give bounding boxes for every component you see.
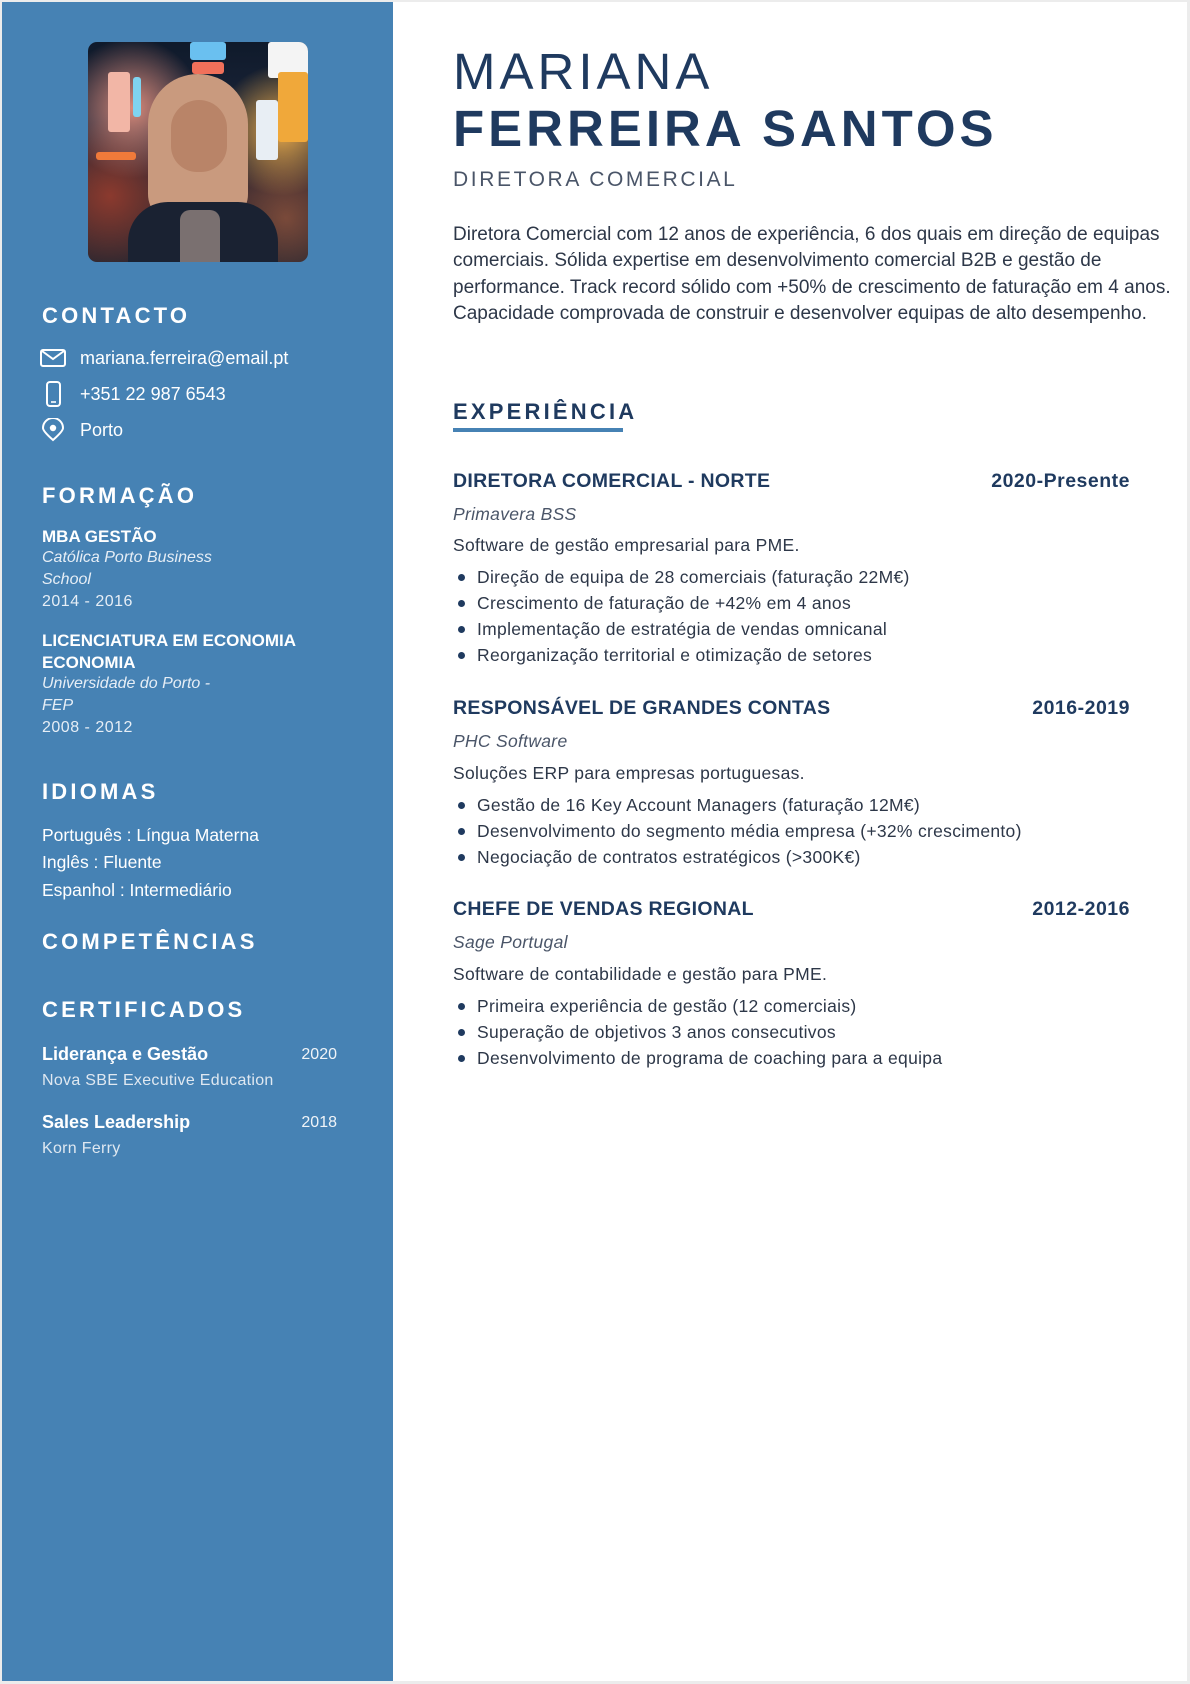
language-item: Português : Língua Materna: [42, 825, 259, 845]
job-company: Sage Portugal: [453, 932, 568, 952]
education-degree: ECONOMIA: [42, 653, 136, 672]
job-dates: 2016-2019: [1032, 697, 1130, 719]
list-item: Reorganização territorial e otimização de setores: [453, 642, 910, 668]
education-school: Universidade do Porto -: [42, 675, 211, 692]
list-item: Gestão de 16 Key Account Managers (faturação 12M€): [453, 792, 1022, 818]
list-item: Implementação de estratégia de vendas omnicanal: [453, 616, 910, 642]
education-school: Católica Porto Business: [42, 549, 212, 566]
phone-icon: [40, 382, 68, 406]
education-degree: MBA GESTÃO: [42, 527, 157, 546]
contact-location: [40, 418, 123, 442]
job-description: Software de gestão empresarial para PME.: [453, 535, 800, 555]
list-item: Desenvolvimento do segmento média empresa (+32% crescimento): [453, 818, 1022, 844]
job-bullets: [453, 564, 910, 668]
contact-heading: CONTACTO: [42, 303, 191, 328]
job-company: Primavera BSS: [453, 504, 577, 524]
resume-page: [2, 2, 1187, 1681]
job-dates: 2020-Presente: [991, 470, 1130, 492]
experience-heading: EXPERIÊNCIA: [453, 399, 638, 424]
education-school: School: [42, 571, 91, 588]
certificate-issuer: Nova SBE Executive Education: [42, 1072, 274, 1089]
certificate-issuer: Korn Ferry: [42, 1140, 121, 1157]
list-item: Desenvolvimento de programa de coaching para a equipa: [453, 1045, 942, 1071]
job-title: DIRETORA COMERCIAL: [453, 168, 738, 191]
mail-icon: [40, 346, 68, 370]
job-description: Soluções ERP para empresas portuguesas.: [453, 763, 805, 783]
education-school: FEP: [42, 697, 74, 714]
job-description: Software de contabilidade e gestão para PME.: [453, 964, 828, 984]
profile-photo: [88, 42, 308, 262]
education-heading: FORMAÇÃO: [42, 483, 198, 508]
language-item: Espanhol : Intermediário: [42, 880, 232, 900]
contact-email[interactable]: [40, 346, 288, 370]
education-degree: LICENCIATURA EM ECONOMIA: [42, 631, 297, 650]
languages-heading: IDIOMAS: [42, 779, 159, 804]
list-item: Primeira experiência de gestão (12 comerciais): [453, 993, 942, 1019]
phone-text: +351 22 987 6543: [80, 383, 226, 404]
profile-summary: Diretora Comercial com 12 anos de experiência, 6 dos quais em direção de equipas comerciais. Sólida expertise em desenvolvimento comercial B2B e gestão de performance. Track record sólido com +50% de crescimento de faturação em 4 anos. Capacidade comprovada de construir e desenvolver equipas de alto desempenho.: [453, 224, 1171, 324]
location-text: Porto: [80, 419, 124, 440]
job-title: CHEFE DE VENDAS REGIONAL: [453, 898, 754, 920]
language-item: Inglês : Fluente: [42, 852, 162, 872]
certificate-name: Liderança e Gestão: [42, 1044, 209, 1064]
job-title: RESPONSÁVEL DE GRANDES CONTAS: [453, 697, 831, 719]
heading-underline: [453, 428, 623, 432]
job-bullets: [453, 792, 1022, 870]
list-item: Negociação de contratos estratégicos (>300K€): [453, 844, 1022, 870]
education-dates: 2008 - 2012: [42, 719, 133, 736]
education-dates: 2014 - 2016: [42, 593, 133, 610]
job-dates: 2012-2016: [1032, 898, 1130, 920]
certificate-year: 2018: [301, 1114, 337, 1131]
certificates-heading: CERTIFICADOS: [42, 997, 246, 1022]
skills-heading: COMPETÊNCIAS: [42, 929, 258, 954]
job-company: PHC Software: [453, 731, 568, 751]
list-item: Direção de equipa de 28 comerciais (faturação 22M€): [453, 564, 910, 590]
first-name: MARIANA: [453, 43, 714, 100]
job-title: DIRETORA COMERCIAL - NORTE: [453, 470, 771, 492]
sidebar: [2, 2, 393, 1681]
last-name: FERREIRA SANTOS: [453, 100, 998, 157]
location-icon: [40, 418, 68, 442]
list-item: Superação de objetivos 3 anos consecutivos: [453, 1019, 942, 1045]
job-bullets: [453, 993, 942, 1071]
email-text: mariana.ferreira@email.pt: [80, 347, 289, 368]
list-item: Crescimento de faturação de +42% em 4 anos: [453, 590, 910, 616]
certificate-year: 2020: [301, 1046, 337, 1063]
certificate-name: Sales Leadership: [42, 1112, 191, 1132]
contact-phone[interactable]: [40, 382, 226, 406]
